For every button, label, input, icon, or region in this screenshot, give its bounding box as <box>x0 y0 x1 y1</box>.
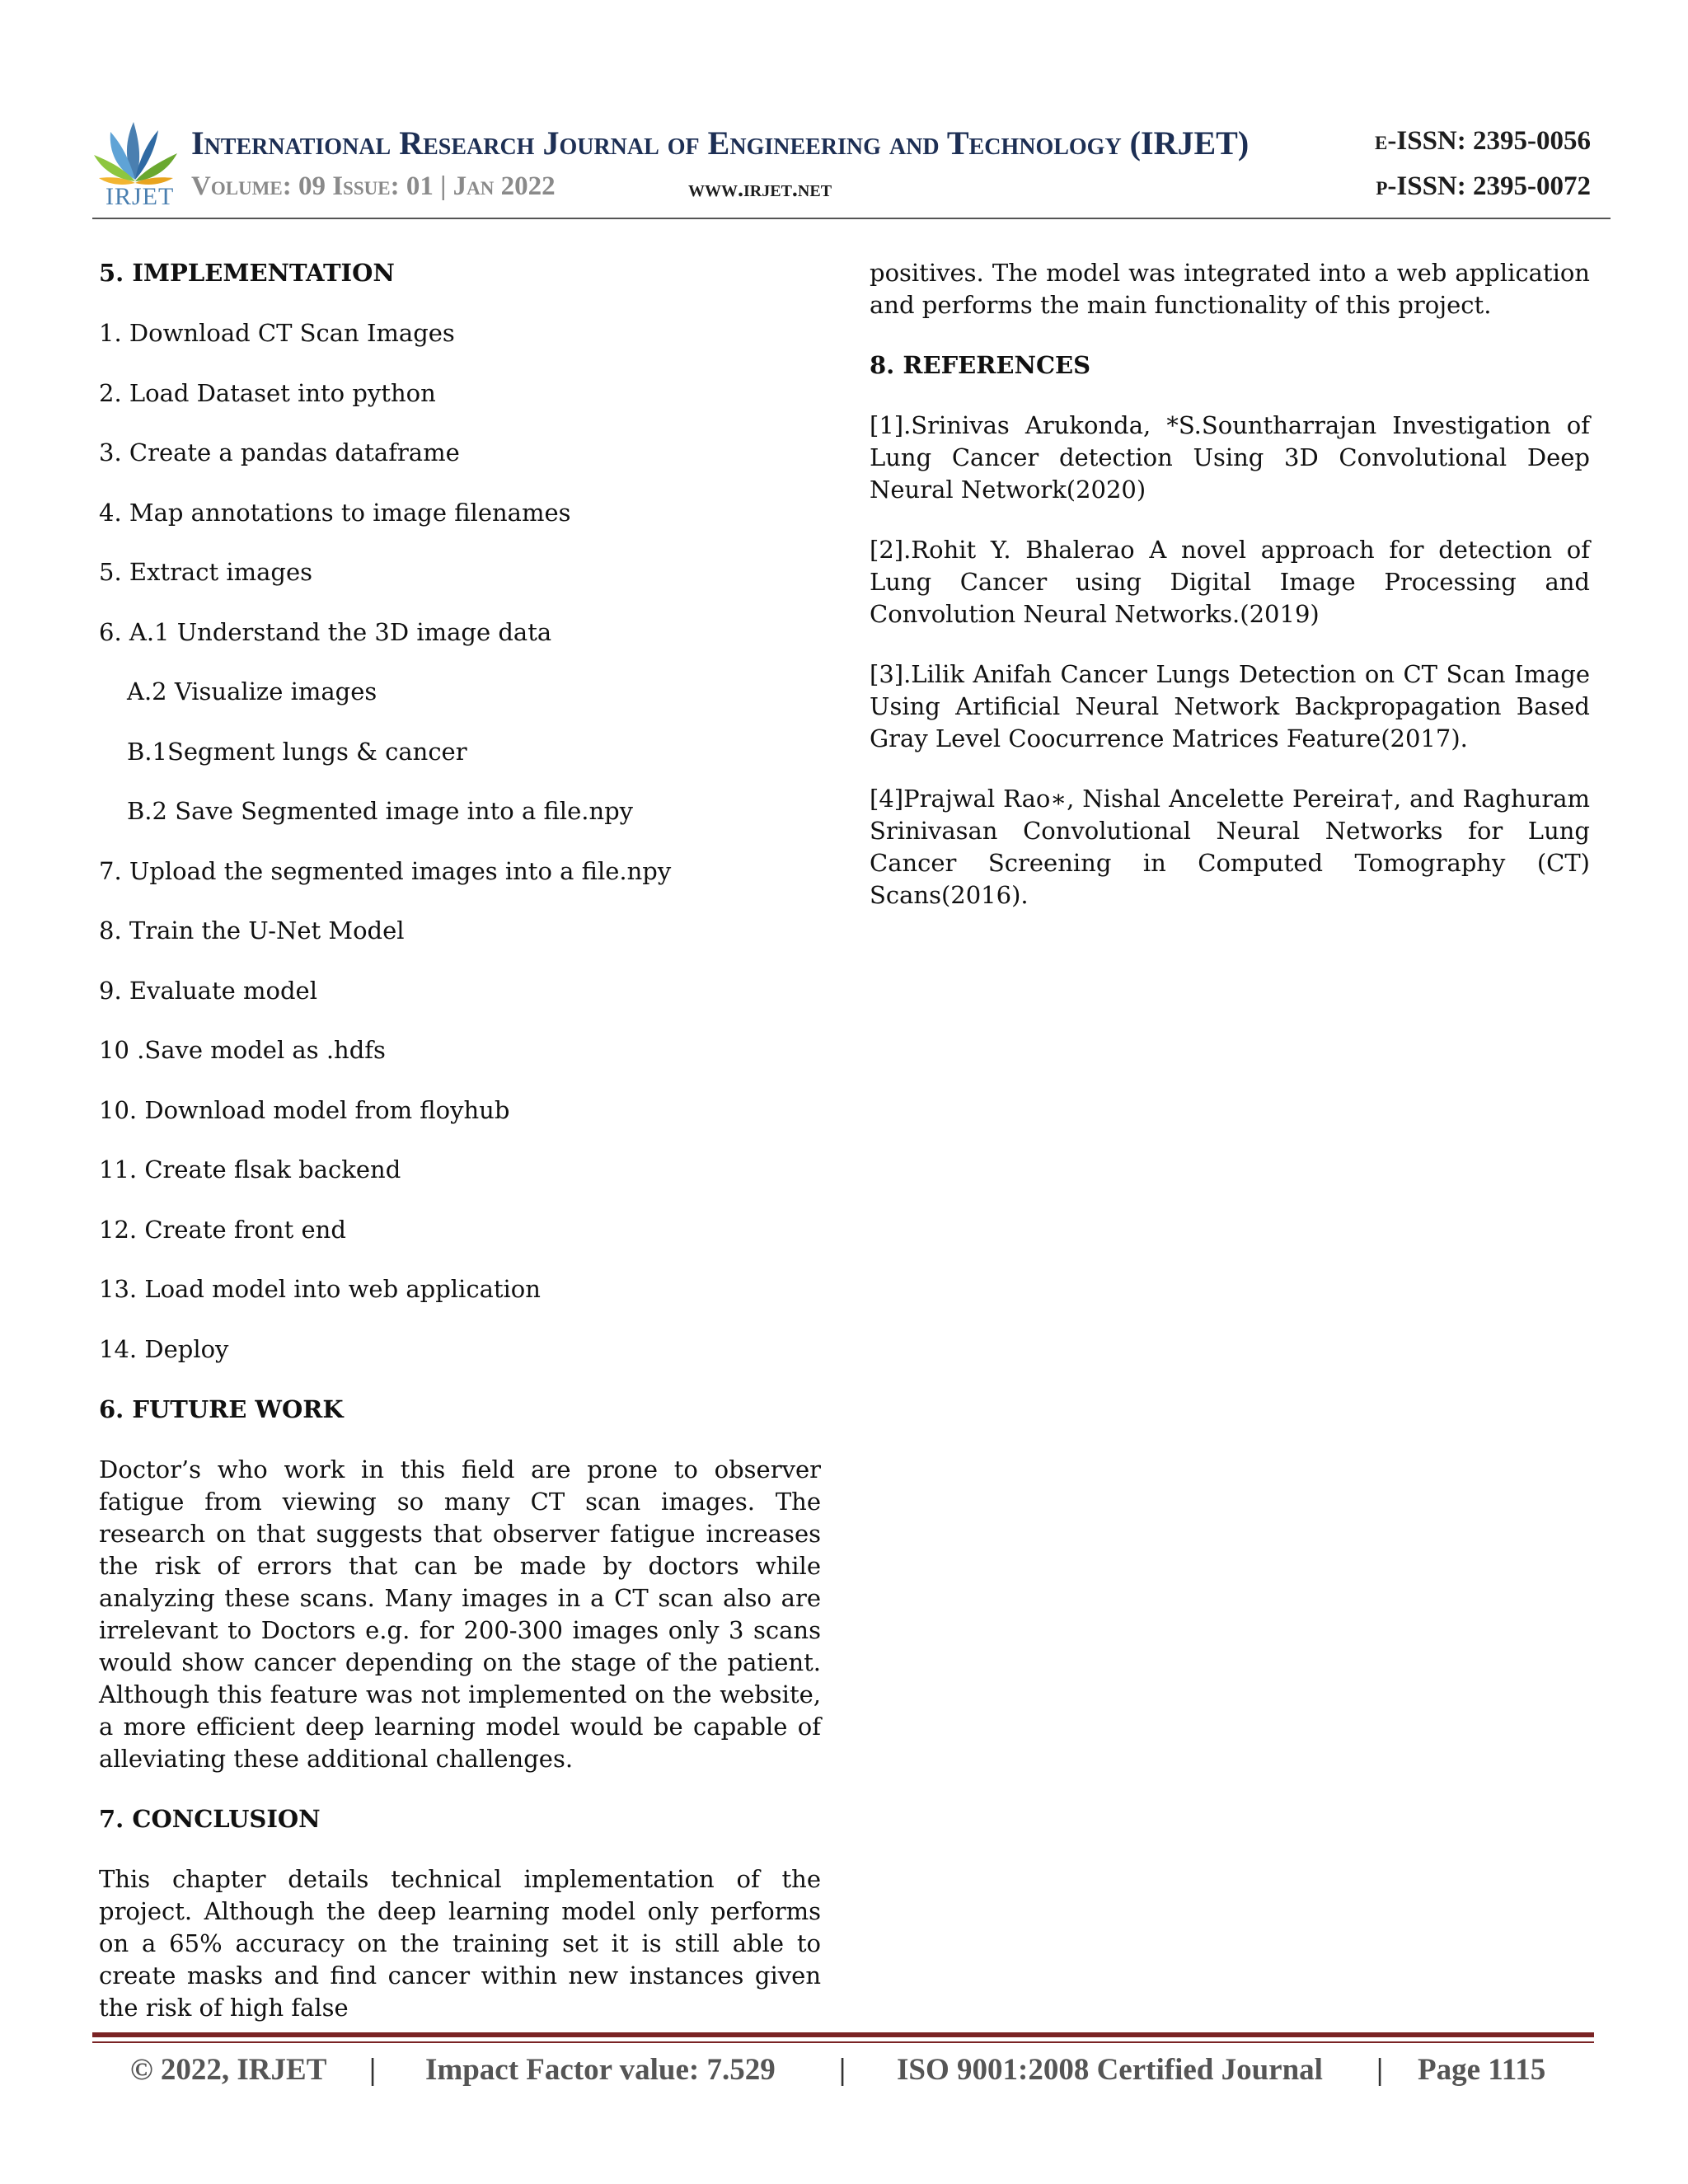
future-work-heading: 6. FUTURE WORK <box>99 1394 344 1423</box>
list-item: 2. Load Dataset into python <box>99 378 436 407</box>
reference-item: [1].Srinivas Arukonda, *S.Sountharrajan Investigation of Lung Cancer detection Using 3D Convolutional Deep Neural Network(2020) <box>870 411 1590 504</box>
footer-iso: ISO 9001:2008 Certified Journal <box>897 2053 1323 2087</box>
journal-website-link[interactable]: www.irjet.net <box>688 176 832 202</box>
page-footer <box>124 2052 1574 2093</box>
journal-title: International Research Journal of Engineering and Technology (IRJET) <box>191 124 1250 162</box>
conclusion-heading: 7. CONCLUSION <box>99 1804 321 1833</box>
journal-issue: Volume: 09 Issue: 01 | Jan 2022 <box>191 171 556 201</box>
list-item: B.1Segment lungs & cancer <box>127 737 467 766</box>
list-item: 14. Deploy <box>99 1334 229 1363</box>
list-item: A.2 Visualize images <box>127 677 377 705</box>
list-item: 10. Download model from floyhub <box>99 1095 510 1124</box>
list-item: 4. Map annotations to image filenames <box>99 498 571 527</box>
reference-item: [2].Rohit Y. Bhalerao A novel approach for detection of Lung Cancer using Digital Image Processing and Convolution Neural Networks.(2019) <box>870 536 1590 628</box>
p-issn: p-ISSN: 2395-0072 <box>1376 171 1591 201</box>
list-item: 13. Load model into web application <box>99 1275 541 1303</box>
right-column <box>870 257 1590 940</box>
footer-separator: | <box>369 2053 377 2087</box>
implementation-steps <box>99 317 821 1366</box>
reference-item: [3].Lilik Anifah Cancer Lungs Detection on CT Scan Image Using Artificial Neural Network Backpropagation Based Gray Level Coocurrence Matrices Feature(2017). <box>870 660 1590 752</box>
list-item: 1. Download CT Scan Images <box>99 319 455 347</box>
list-item: 12. Create front end <box>99 1215 346 1244</box>
footer-divider <box>92 2032 1594 2037</box>
footer-divider-thin <box>92 2041 1594 2043</box>
conclusion-text-continued: positives. The model was integrated into a web application and performs the main functionality of this project. <box>870 259 1590 319</box>
footer-impact-factor: Impact Factor value: 7.529 <box>425 2053 776 2087</box>
reference-item: [4]Prajwal Rao∗, Nishal Ancelette Pereira†, and Raghuram Srinivasan Convolutional Neural Networks for Lung Cancer Screening in Computed Tomography (CT) Scans(2016). <box>870 785 1590 909</box>
references-heading: 8. REFERENCES <box>870 351 1091 379</box>
list-item: 9. Evaluate model <box>99 976 317 1005</box>
list-item: 7. Upload the segmented images into a file.npy <box>99 856 672 885</box>
footer-page-number: Page 1115 <box>1418 2053 1546 2087</box>
e-issn: e-ISSN: 2395-0056 <box>1375 126 1591 156</box>
list-item: 5. Extract images <box>99 558 313 586</box>
list-item: 6. A.1 Understand the 3D image data <box>99 617 552 646</box>
list-item: B.2 Save Segmented image into a file.npy <box>127 797 634 825</box>
list-item: 10 .Save model as .hdfs <box>99 1036 386 1064</box>
list-item: 11. Create flsak backend <box>99 1155 401 1183</box>
logo-wordmark: IRJET <box>106 183 175 210</box>
left-column <box>99 257 821 2024</box>
footer-separator: | <box>1376 2053 1384 2087</box>
future-work-text: Doctor’s who work in this field are prone to observer fatigue from viewing so many CT scan images. The research on that suggests that observer fatigue increases the risk of errors that can be made by doctors while analyzing these scans. Many images in a CT scan also are irrelevant to Doctors e.g. for 200-300 images only 3 scans would show cancer depending on the stage of the patient. Although this feature was not implemented on the website, a more efficient deep learning model would be capable of alleviating these additional challenges. <box>99 1455 821 1773</box>
conclusion-text: This chapter details technical implementation of the project. Although the deep learning model only performs on a 65% accuracy on the training set it is still able to create masks and find cancer within new instances given the risk of high false <box>99 1864 821 2022</box>
implementation-heading: 5. IMPLEMENTATION <box>99 259 395 287</box>
header-divider <box>92 218 1611 219</box>
list-item: 8. Train the U-Net Model <box>99 916 405 944</box>
footer-separator: | <box>839 2053 846 2087</box>
list-item: 3. Create a pandas dataframe <box>99 438 460 466</box>
footer-copyright: © 2022, IRJET <box>130 2053 327 2087</box>
